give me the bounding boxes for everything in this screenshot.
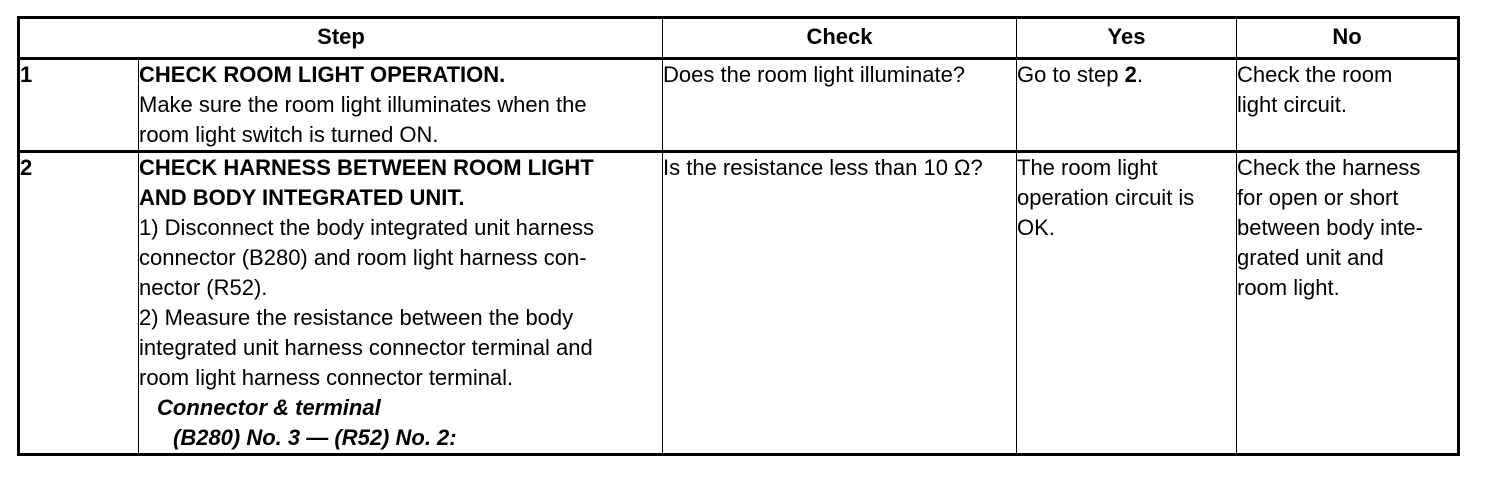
step-title-line: AND BODY INTEGRATED UNIT.	[139, 185, 465, 210]
no-line: Check the room	[1237, 62, 1393, 87]
check-cell: Does the room light illuminate?	[663, 59, 1017, 152]
no-cell	[1237, 152, 1459, 455]
yes-line: The room light	[1017, 155, 1158, 180]
spec-label: Connector & terminal	[157, 395, 381, 420]
step-body-line: integrated unit harness connector terminal and	[139, 335, 593, 360]
no-line: Check the harness	[1237, 155, 1421, 180]
table-row	[19, 59, 1459, 152]
yes-line: OK.	[1017, 215, 1055, 240]
step-body-line: 1) Disconnect the body integrated unit harness	[139, 215, 594, 240]
no-line: light circuit.	[1237, 92, 1348, 117]
step-body-line: room light switch is turned ON.	[139, 122, 439, 147]
header-yes: Yes	[1017, 18, 1237, 59]
step-body-line: 2) Measure the resistance between the body	[139, 305, 574, 330]
step-number: 1	[19, 59, 139, 152]
step-description	[139, 152, 663, 455]
diagnostic-table	[17, 16, 1460, 456]
yes-cell	[1017, 152, 1237, 455]
no-line: room light.	[1237, 275, 1340, 300]
step-body-line: connector (B280) and room light harness con-	[139, 245, 587, 270]
table-row	[19, 152, 1459, 455]
check-cell: Is the resistance less than 10 Ω?	[663, 152, 1017, 455]
no-line: for open or short	[1237, 185, 1399, 210]
spec-value: (B280) No. 3 — (R52) No. 2:	[173, 425, 457, 450]
header-step: Step	[19, 18, 663, 59]
header-check: Check	[663, 18, 1017, 59]
step-body-line: Make sure the room light illuminates when the	[139, 92, 587, 117]
no-line: between body inte-	[1237, 215, 1423, 240]
no-line: grated unit and	[1237, 245, 1384, 270]
step-body-line: nector (R52).	[139, 275, 268, 300]
yes-step-ref: 2	[1124, 62, 1137, 87]
step-number: 2	[19, 152, 139, 455]
step-title-line: CHECK HARNESS BETWEEN ROOM LIGHT	[139, 155, 594, 180]
header-no: No	[1237, 18, 1459, 59]
step-body-line: room light harness connector terminal.	[139, 365, 514, 390]
no-cell	[1237, 59, 1459, 152]
header-row	[19, 18, 1459, 59]
step-title: CHECK ROOM LIGHT OPERATION.	[139, 62, 506, 87]
yes-line: operation circuit is	[1017, 185, 1195, 210]
yes-cell	[1017, 59, 1237, 152]
yes-text: Go to step	[1017, 62, 1125, 87]
yes-suffix: .	[1136, 62, 1143, 87]
step-description	[139, 59, 663, 152]
